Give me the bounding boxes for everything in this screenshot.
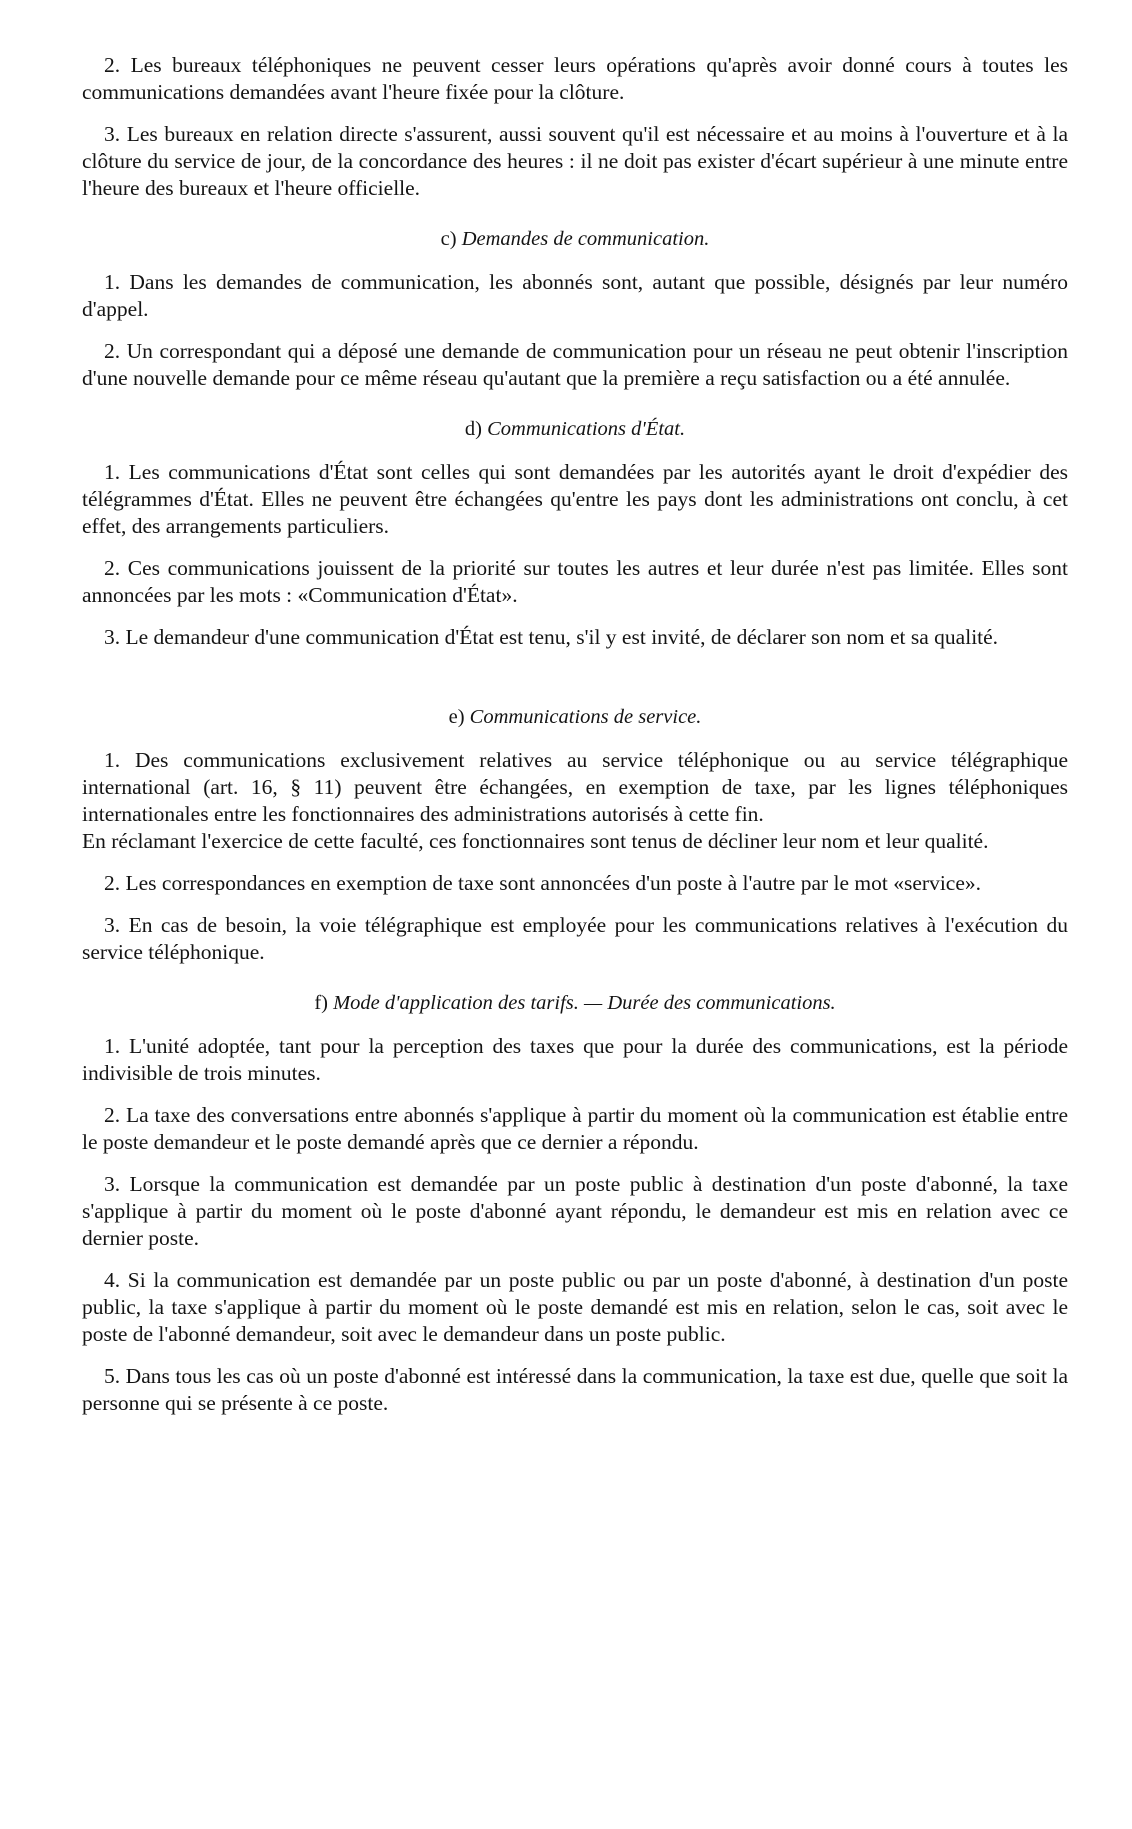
paragraph-e-3: 3. En cas de besoin, la voie télégraphique est employée pour les communications relatives à l'exécution du service téléphonique. (82, 913, 1068, 964)
paragraph-e-1-continuation: En réclamant l'exercice de cette faculté, ces fonctionnaires sont tenus de décliner leur nom et leur qualité. (82, 829, 989, 853)
paragraph-e-1: 1. Des communications exclusivement relatives au service téléphonique ou au service télégraphique international (art. 16, § 11) peuvent être échangées, en exemption de taxe, par les lignes téléphoniques internationales entre les fonctionnaires des administrations autorisés à cette fin. (82, 748, 1068, 826)
paragraph-e-2: 2. Les correspondances en exemption de taxe sont annoncées d'un poste à l'autre par le mot «service». (104, 871, 981, 895)
paragraph-f-5: 5. Dans tous les cas où un poste d'abonné est intéressé dans la communication, la taxe est due, quelle que soit la personne qui se présente à ce poste. (82, 1364, 1068, 1415)
section-e (82, 704, 1068, 966)
section-heading-e (82, 704, 1068, 731)
paragraph-f-1: 1. L'unité adoptée, tant pour la perception des taxes que pour la durée des communications, est la période indivisible de trois minutes. (82, 1034, 1068, 1085)
paragraph-c-1: 1. Dans les demandes de communication, les abonnés sont, autant que possible, désignés par leur numéro d'appel. (82, 270, 1068, 321)
paragraph-c-2: 2. Un correspondant qui a déposé une demande de communication pour un réseau ne peut obtenir l'inscription d'une nouvelle demande pour ce même réseau qu'autant que la première a reçu satisfaction ou a été annulée. (82, 339, 1068, 390)
section-b-tail (82, 52, 1068, 202)
section-f (82, 990, 1068, 1417)
section-title: Communications de service. (469, 706, 702, 728)
paragraph-f-4: 4. Si la communication est demandée par un poste public ou par un poste d'abonné, à destination d'un poste public, la taxe s'applique à partir du moment où le poste demandé est mis en relation, selon le cas, soit avec le poste de l'abonné demandeur, soit avec le demandeur dans un poste public. (82, 1268, 1068, 1346)
section-title: Mode d'application des tarifs. — Durée des communications. (333, 992, 836, 1014)
paragraph-f-2: 2. La taxe des conversations entre abonnés s'applique à partir du moment où la communication est établie entre le poste demandeur et le poste demandé après que ce dernier a répondu. (82, 1103, 1068, 1154)
section-letter: c) (440, 228, 457, 250)
section-c (82, 226, 1068, 392)
spacer (82, 666, 1068, 680)
section-heading-d (82, 416, 1068, 443)
paragraph-f-3: 3. Lorsque la communication est demandée par un poste public à destination d'un poste d'abonné, la taxe s'applique à partir du moment où le poste d'abonné ayant répondu, le demandeur est mis en relation avec ce dernier poste. (82, 1172, 1068, 1250)
section-d (82, 416, 1068, 651)
section-title: Demandes de communication. (461, 228, 710, 250)
paragraph-b-3: 3. Les bureaux en relation directe s'assurent, aussi souvent qu'il est nécessaire et au moins à l'ouverture et à la clôture du service de jour, de la concordance des heures : il ne doit pas exister d'écart supérieur à une minute entre l'heure des bureaux et l'heure officielle. (82, 122, 1068, 200)
paragraph-b-2: 2. Les bureaux téléphoniques ne peuvent cesser leurs opérations qu'après avoir donné cours à toutes les communications demandées avant l'heure fixée pour la clôture. (82, 53, 1068, 104)
section-heading-c (82, 226, 1068, 253)
section-letter: f) (314, 992, 328, 1014)
section-title: Communications d'État. (487, 418, 686, 440)
paragraph-d-1: 1. Les communications d'État sont celles qui sont demandées par les autorités ayant le droit d'expédier des télégrammes d'État. Elles ne peuvent être échangées qu'entre les pays dont les administrations ont conclu, à cet effet, des arrangements particuliers. (82, 460, 1068, 538)
section-letter: e) (448, 706, 465, 728)
paragraph-d-2: 2. Ces communications jouissent de la priorité sur toutes les autres et leur durée n'est pas limitée. Elles sont annoncées par les mots : «Communication d'État». (82, 556, 1068, 607)
paragraph-d-3: 3. Le demandeur d'une communication d'État est tenu, s'il y est invité, de déclarer son nom et sa qualité. (104, 625, 999, 649)
section-letter: d) (464, 418, 482, 440)
section-heading-f (82, 990, 1068, 1017)
